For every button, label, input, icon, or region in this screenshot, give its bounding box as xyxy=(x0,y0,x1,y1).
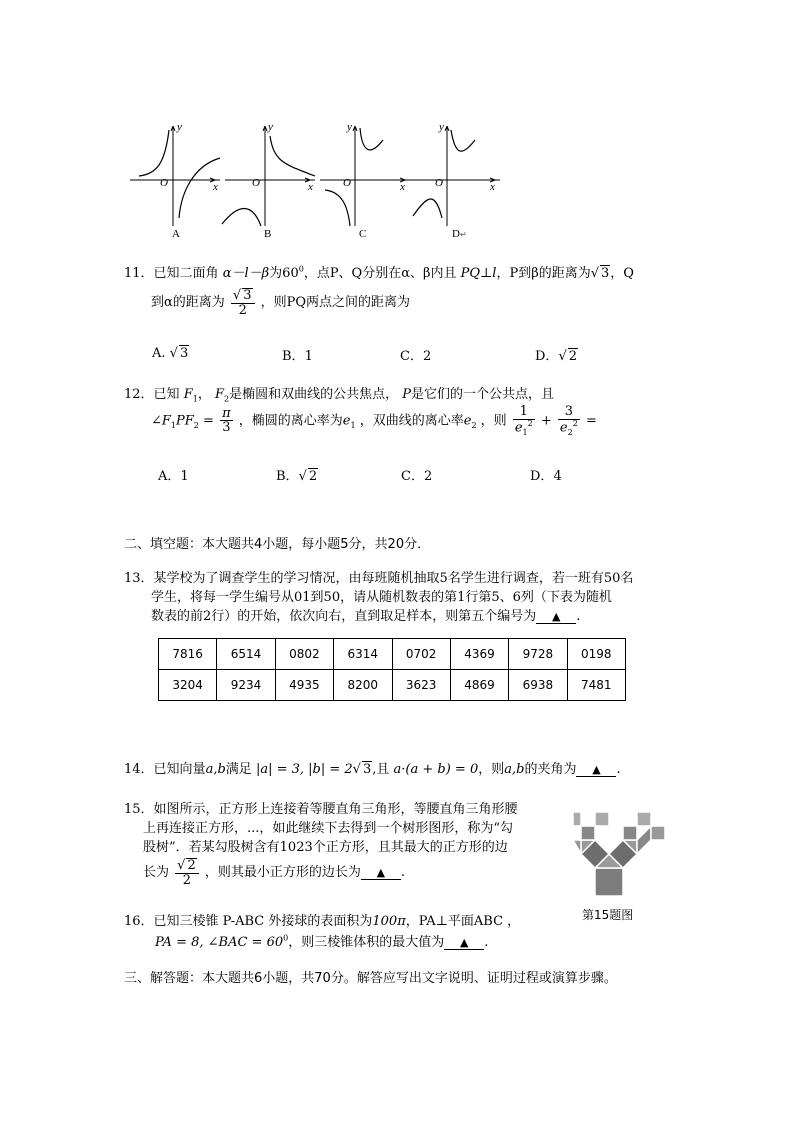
q15-answer-blank[interactable]: ▲ xyxy=(361,866,401,880)
x-label-a: x xyxy=(213,181,218,193)
random-table-cell: 0702 xyxy=(392,639,450,670)
graph-label-c: C xyxy=(359,228,367,240)
origin-d: O xyxy=(435,177,443,189)
q13-line1: 13．某学校为了调查学生的学习情况，由每班随机抽取5名学生进行调查，若一班有50名 xyxy=(124,571,634,586)
q15-figure-caption: 第15题图 xyxy=(582,908,634,922)
x-label-c: x xyxy=(400,181,405,193)
x-label-b: x xyxy=(308,181,313,193)
random-table-cell: 7481 xyxy=(567,670,625,701)
random-number-table xyxy=(158,638,626,701)
random-table-cell: 6314 xyxy=(334,639,392,670)
random-table-cell: 3623 xyxy=(392,670,450,701)
q11-option-a[interactable]: A. √ 3 xyxy=(152,346,189,361)
q15-line1: 15．如图所示，正方形上连接着等腰直角三角形，等腰直角三角形腰 xyxy=(124,802,518,817)
q15-line4: 长为 $\frac{√ 2}{2}$ ，则其最小正方形的边长为 ▲ . xyxy=(143,858,406,888)
q13-line2: 学生，将每一学生编号从01到50，请从随机数表的第1行第5、6列（下表为随机 xyxy=(151,590,612,605)
q13-line3: 数表的前2行）的开始，依次向右，直到取足样本，则第五个编号为 ▲ . xyxy=(151,609,581,624)
graph-c xyxy=(320,126,410,226)
q14-answer-blank[interactable]: ▲ xyxy=(576,763,616,777)
y-label-d: y xyxy=(439,121,444,133)
q12-option-c[interactable]: C．2 xyxy=(401,469,433,484)
q12-option-d[interactable]: D．4 xyxy=(530,469,562,484)
q16-line2: PA = 8, ∠BAC = $60^0$，则三棱锥体积的最大值为 ▲ . xyxy=(155,933,489,950)
random-table-cell: 4869 xyxy=(450,670,508,701)
origin-c: O xyxy=(343,177,351,189)
y-label-a: y xyxy=(177,121,182,133)
random-table-cell: 7816 xyxy=(159,639,217,670)
section2-heading: 二、填空题：本大题共4小题，每小题5分，共20分． xyxy=(124,537,431,552)
q14-line: 14．已知向量a,b满足 |a| = 3, |b| = 2√ 3,且 a·(a + b) = 0，则a,b的夹角为 ▲ . xyxy=(124,762,621,777)
origin-b: O xyxy=(252,177,260,189)
random-table-cell: 9728 xyxy=(509,639,567,670)
random-table-cell: 8200 xyxy=(334,670,392,701)
graph-label-d: D↵ xyxy=(452,228,467,240)
random-table-cell: 9234 xyxy=(217,670,275,701)
random-table-cell: 0802 xyxy=(275,639,333,670)
q12-option-a[interactable]: A．1 xyxy=(158,469,189,484)
q16-answer-blank[interactable]: ▲ xyxy=(444,936,484,950)
random-table-cell: 6938 xyxy=(509,670,567,701)
x-label-d: x xyxy=(490,181,495,193)
random-table-row xyxy=(159,639,626,670)
graph-a xyxy=(130,126,220,226)
q11-option-c[interactable]: C．2 xyxy=(400,349,432,364)
q15-line2: 上再连接正方形，...，如此继续下去得到一个树形图形，称为“勾 xyxy=(143,821,514,836)
random-table-cell: 0198 xyxy=(567,639,625,670)
q11-option-d[interactable]: D．√ 2 xyxy=(535,349,578,364)
q15-line3: 股树”．若某勾股树含有1023个正方形，且其最大的正方形的边 xyxy=(143,840,508,855)
pythagoras-tree-figure xyxy=(573,800,671,900)
q16-line1: 16．已知三棱锥 P-ABC 外接球的表面积为100π，PA⊥平面ABC ， xyxy=(124,914,521,929)
q12-option-b[interactable]: B．√ 2 xyxy=(276,469,318,484)
q12-line1: 12．已知 $F_1$， $F_2$是椭圆和双曲线的公共焦点， P是它们的一个公共点，且 xyxy=(124,387,555,404)
graph-label-b: B xyxy=(264,228,272,240)
q13-answer-blank[interactable]: ▲ xyxy=(536,610,576,624)
origin-a: O xyxy=(160,177,168,189)
graph-label-a: A xyxy=(172,228,180,240)
graph-b xyxy=(222,126,315,226)
section3-heading: 三、解答题：本大题共6小题，共70分。解答应写出文字说明、证明过程或演算步骤。 xyxy=(124,971,617,986)
random-table-row xyxy=(159,670,626,701)
random-table-cell: 3204 xyxy=(159,670,217,701)
function-graphs xyxy=(125,118,515,246)
y-label-c: y xyxy=(347,121,352,133)
graph-d xyxy=(410,126,500,226)
q12-line2: $\angle F_1PF_2$ = $\frac{\pi}{3}$ ，椭圆的离心率为$e_1$ ，双曲线的离心率$e_2$ ，则 $\frac{1}{e_1^2}$ + $\frac{3}{e_2^2}$ = xyxy=(151,404,597,437)
random-table-cell: 4935 xyxy=(275,670,333,701)
y-label-b: y xyxy=(268,121,273,133)
q11-line1: 11．已知二面角 α－l－β为$60^0$，点P、Q分别在α、β内且 PQ⊥l，P到β的距离为√ 3，Q xyxy=(124,264,634,281)
random-table-cell: 4369 xyxy=(450,639,508,670)
q11-option-b[interactable]: B．1 xyxy=(282,349,313,364)
random-table-cell: 6514 xyxy=(217,639,275,670)
q11-line2: 到α的距离为 $\frac{√ 3}{2}$ ，则PQ两点之间的距离为 xyxy=(151,288,411,318)
